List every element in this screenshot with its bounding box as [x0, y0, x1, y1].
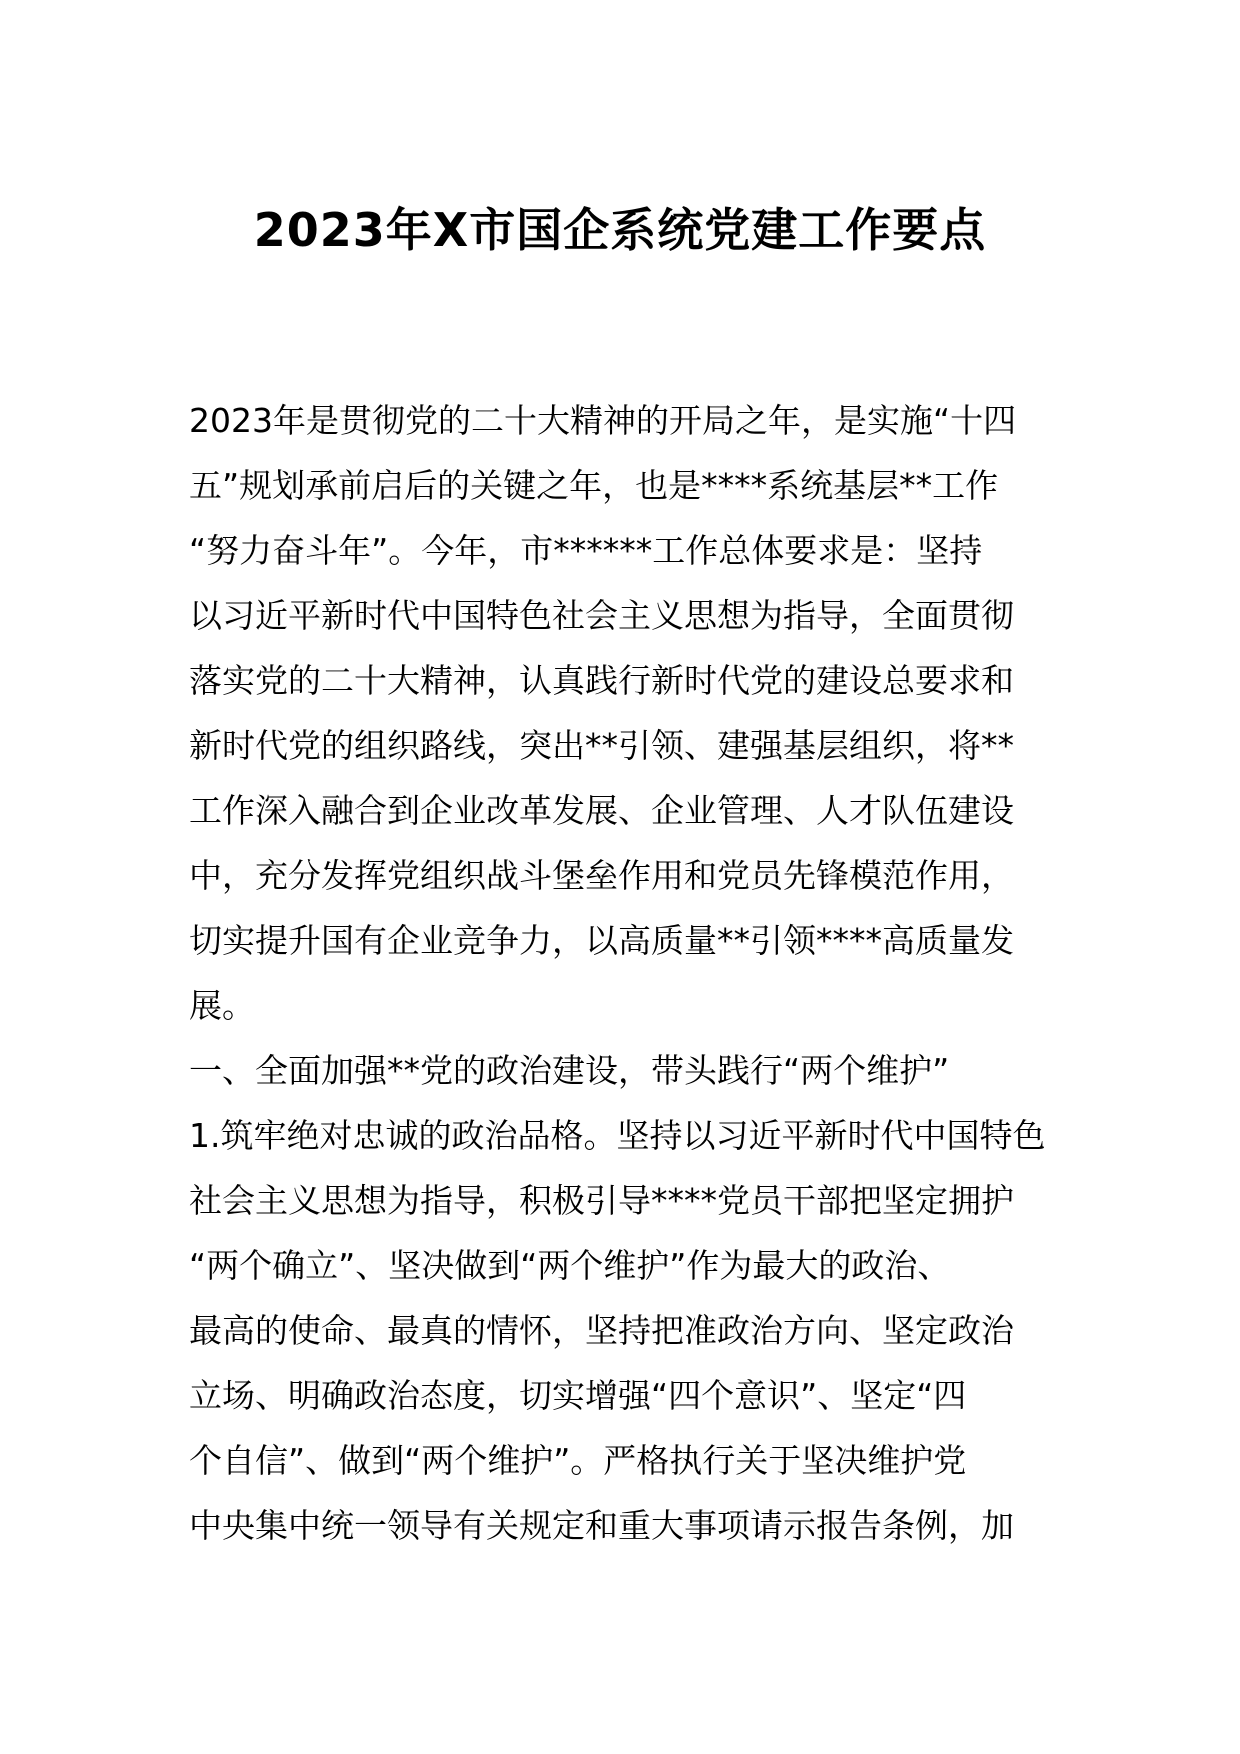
text-line: 最高的使命、最真的情怀，坚持把准政治方向、坚定政治: [189, 1311, 1014, 1350]
text-line: 切实提升国有企业竞争力，以高质量**引领****高质量发: [189, 921, 1014, 960]
text-line: 1.筑牢绝对忠诚的政治品格。坚持以习近平新时代中国特色: [189, 1116, 1046, 1155]
text-line: 中央集中统一领导有关规定和重大事项请示报告条例，加: [189, 1506, 1014, 1545]
document-title: 2023年X市国企系统党建工作要点: [253, 203, 987, 257]
text-line: 落实党的二十大精神，认真践行新时代党的建设总要求和: [189, 661, 1014, 700]
text-line: 个自信”、做到“两个维护”。严格执行关于坚决维护党: [189, 1441, 967, 1480]
text-line: 中，充分发挥党组织战斗堡垒作用和党员先锋模范作用，: [189, 856, 1014, 895]
section-heading: 一、全面加强**党的政治建设，带头践行“两个维护”: [189, 1051, 950, 1090]
text-line: 2023年是贯彻党的二十大精神的开局之年，是实施“十四: [189, 401, 1017, 440]
text-line: 工作深入融合到企业改革发展、企业管理、人才队伍建设: [189, 791, 1014, 830]
text-line: 社会主义思想为指导，积极引导****党员干部把坚定拥护: [189, 1181, 1014, 1220]
text-line: 五”规划承前启后的关键之年，也是****系统基层**工作: [189, 466, 999, 505]
text-line: “努力奋斗年”。今年，市******工作总体要求是：坚持: [189, 531, 983, 570]
text-line: 展。: [189, 986, 255, 1025]
text-line: 新时代党的组织路线，突出**引领、建强基层组织，将**: [189, 726, 1014, 765]
document-body: [189, 388, 1057, 1558]
text-line: “两个确立”、坚决做到“两个维护”作为最大的政治、: [189, 1246, 951, 1285]
text-line: 立场、明确政治态度，切实增强“四个意识”、坚定“四: [189, 1376, 967, 1415]
text-line: 以习近平新时代中国特色社会主义思想为指导，全面贯彻: [189, 596, 1014, 635]
